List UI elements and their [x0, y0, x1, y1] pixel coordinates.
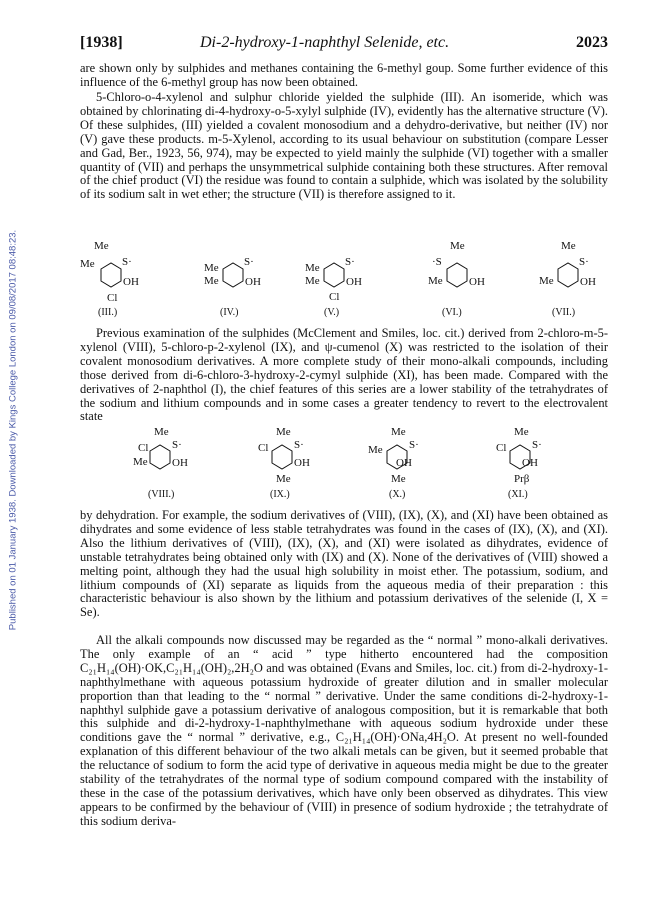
svg-text:S·: S·	[244, 256, 254, 268]
svg-text:Me: Me	[305, 275, 320, 287]
svg-text:S·: S·	[122, 256, 132, 268]
structure-iv	[204, 256, 261, 318]
svg-text:Me: Me	[368, 444, 383, 456]
svg-text:OH: OH	[522, 457, 538, 469]
svg-text:OH: OH	[172, 457, 188, 469]
paragraph-4: by dehydration. For example, the sodium derivatives of (VIII), (IX), (X), and (XI) have been obtained as dihydrates and some evidence of less stable tetrahydrates was found in the cases of (IX), (X), and (XI). Also the lithium derivatives of (VIII), (IX), (X), and (XI) were isolated as dihydrates, evidence of unstable tetrahydrates being obtained only with (IX) and (X). None of the derivatives of (VIII) showed a melting point, although they had the usual high solubility in moist ether. The potassium, sodium, and lithium compounds of (XI) separate as liquids from the aqueous media of their preparation : this characteristic behaviour is also shown by the lithium and potassium derivatives of the selenide (I, X = Se).	[80, 508, 608, 620]
svg-text:Me: Me	[428, 275, 443, 287]
svg-text:(IV.): (IV.)	[220, 307, 239, 318]
svg-text:Me: Me	[154, 426, 169, 438]
svg-text:OH: OH	[123, 276, 139, 288]
svg-text:Me: Me	[305, 262, 320, 274]
structure-ix	[258, 426, 310, 500]
svg-text:(VIII.): (VIII.)	[148, 489, 175, 500]
svg-text:(V.): (V.)	[324, 307, 340, 318]
svg-text:(X.): (X.)	[389, 489, 406, 500]
svg-text:Prβ: Prβ	[514, 473, 530, 485]
svg-text:Me: Me	[391, 473, 406, 485]
running-header	[80, 34, 608, 56]
svg-text:OH: OH	[469, 276, 485, 288]
svg-text:Me: Me	[80, 258, 95, 270]
structures-row-2	[80, 425, 608, 507]
svg-text:OH: OH	[346, 276, 362, 288]
svg-text:S·: S·	[172, 439, 182, 451]
svg-text:Me: Me	[133, 456, 148, 468]
svg-text:Me: Me	[276, 473, 291, 485]
svg-text:S·: S·	[532, 439, 542, 451]
svg-text:S·: S·	[294, 439, 304, 451]
structure-v	[305, 256, 362, 318]
structure-iii	[80, 240, 139, 318]
paragraph-5: All the alkali compounds now discussed may be regarded as the “ normal ” mono-alkali derivatives. The only example of an “ acid ” type hitherto encountered had the composition C₂₁H₁₄(OH)·OK,C₂₁H₁₄(OH)₂,2H₂O and was obtained (Evans and Smiles, loc. cit.) from di-2-hydroxy-1-naphthylmethane with aqueous potassium hydroxide of greater dilution and in smaller molecular proportion than that leading to the “ normal ” derivative. Under the same conditions di-2-hydroxy-1-naphthyl sulphide gave a potassium derivative of analogous composition, but it is remarkable that both this sulphide and di-2-hydroxy-1-naphthylmethane with aqueous sodium hydroxide under these conditions gave the “ normal ” derivative, e.g., C₂₁H₁₄(OH)·ONa,4H₂O. At present no well-founded explanation of this different behaviour of the two alkali metals can be given, but it seemed probable that the reluctance of sodium to form the acid type of derivative in aqueous media might be due to the greater stability of the tetrahydrates of the normal type of sodium compound compared with the instability of these in the case of the potassium derivatives, which have only been observed as dihydrates. This view appears to be confirmed by the behaviour of (VIII) in presence of sodium hydroxide ; the tetrahydrate of this sodium deriva-	[80, 633, 608, 828]
svg-text:OH: OH	[396, 457, 412, 469]
svg-text:Me: Me	[391, 426, 406, 438]
structure-viii	[133, 426, 188, 500]
svg-text:OH: OH	[294, 457, 310, 469]
structure-x	[368, 426, 419, 500]
svg-text:(VI.): (VI.)	[442, 307, 462, 318]
svg-text:(IX.): (IX.)	[270, 489, 290, 500]
svg-text:Cl: Cl	[258, 442, 269, 454]
paragraph-2: 5-Chloro-o-4-xylenol and sulphur chloride yielded the sulphide (III). An isomeride, which was obtained by chlorinating di-4-hydroxy-o-5-xylyl sulphide (IV), evidently has the alternative structure (V). Of these sulphides, (III) yielded a covalent monosodium and a dehydro-derivative, but neither (IV) nor (V) gave these products. m-5-Xylenol, according to its usual behaviour on substitution (compare Lesser and Gad, Ber., 1923, 56, 974), may be expected to yield mainly the sulphide (VI) together with a smaller quantity of (VII) and perhaps the unsymmetrical sulphide containing both these structures. After removal of the chief product (VI) the residue was found to contain a sulphide, which was isolated by the solubility of its sodium salt in wet ether; the structure (VII) is therefore assigned to it.	[80, 90, 608, 202]
svg-text:Me: Me	[561, 240, 576, 252]
svg-text:Me: Me	[450, 240, 465, 252]
header-title: Di-2-hydroxy-1-naphthyl Selenide, etc.	[200, 34, 450, 51]
structure-xi	[496, 426, 542, 500]
svg-text:OH: OH	[580, 276, 596, 288]
paragraph-3: Previous examination of the sulphides (McClement and Smiles, loc. cit.) derived from 2-chloro-m-5-xylenol (VIII), 5-chloro-p-2-xylenol (IX), and ψ-cumenol (X) was restricted to the isolation of their covalent monosodium derivatives. A more complete study of their mono-alkali compounds, including those derived from di-6-chloro-3-hydroxy-2-cymyl sulphide (XI), has been made. Compared with the derivatives of 2-naphthol (I), the chief features of this series are a lower stability of the tetrahydrates of the sodium and lithium compounds and in some cases a greater tendency to revert to the electrovalent state	[80, 326, 608, 424]
svg-text:Me: Me	[276, 426, 291, 438]
structure-vii	[539, 240, 596, 318]
svg-text:(III.): (III.)	[98, 307, 118, 318]
page-number: 2023	[576, 34, 608, 51]
svg-text:S·: S·	[409, 439, 419, 451]
svg-text:Me: Me	[204, 262, 219, 274]
download-watermark: Published on 01 January 1938. Downloaded by Kings College London on 09/08/2017 08:48:23.	[7, 229, 19, 631]
svg-text:(XI.): (XI.)	[508, 489, 528, 500]
svg-text:OH: OH	[245, 276, 261, 288]
svg-text:Me: Me	[539, 275, 554, 287]
structure-vi	[428, 240, 485, 318]
svg-text:Me: Me	[94, 240, 109, 252]
paragraph-1: are shown only by sulphides and methanes containing the 6-methyl goup. Some further evidence of this influence of the 6-methyl group has now been obtained.	[80, 61, 608, 89]
svg-text:Me: Me	[204, 275, 219, 287]
header-year: [1938]	[80, 34, 123, 51]
svg-text:Cl: Cl	[138, 442, 149, 454]
svg-text:(VII.): (VII.)	[552, 307, 576, 318]
structures-row-1	[80, 237, 608, 325]
svg-text:Cl: Cl	[329, 291, 340, 303]
svg-text:S·: S·	[345, 256, 355, 268]
svg-text:Me: Me	[514, 426, 529, 438]
svg-text:Cl: Cl	[496, 442, 507, 454]
svg-text:Cl: Cl	[107, 292, 118, 304]
svg-text:·S: ·S	[432, 256, 442, 268]
svg-text:S·: S·	[579, 256, 589, 268]
